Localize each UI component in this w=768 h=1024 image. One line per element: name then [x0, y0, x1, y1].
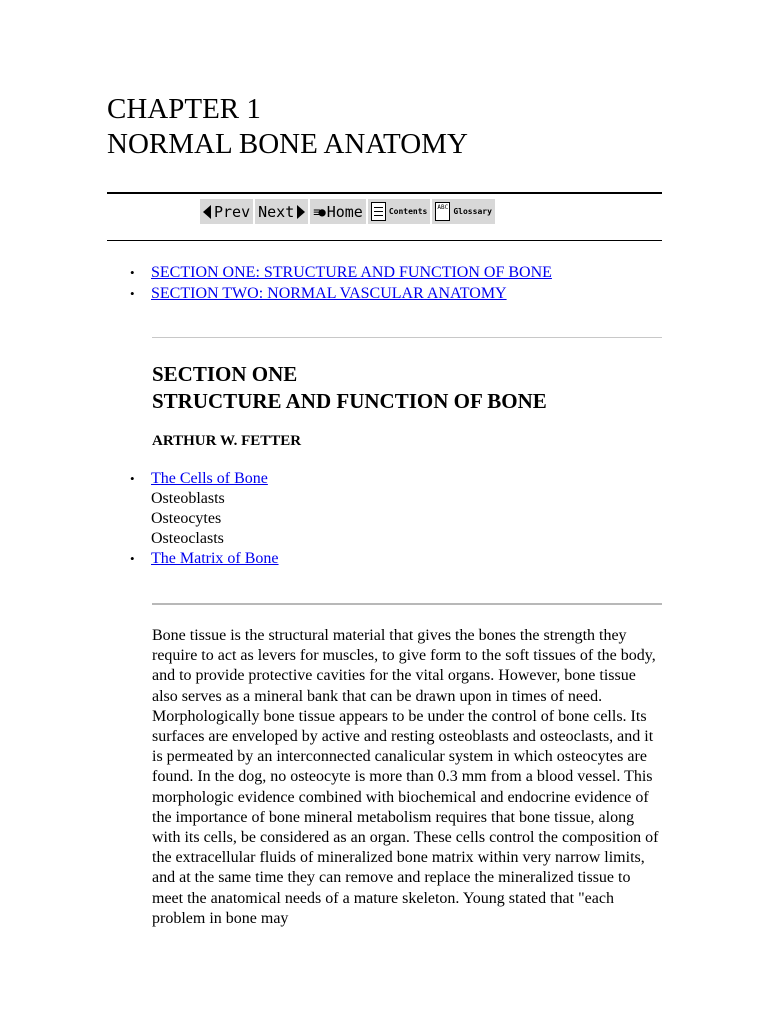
contents-button[interactable] — [368, 199, 431, 224]
chapter-number: CHAPTER 1 — [107, 93, 261, 125]
section-title: STRUCTURE AND FUNCTION OF BONE — [152, 389, 547, 413]
glossary-label: Glossary — [453, 207, 492, 216]
chapter-title — [107, 92, 468, 162]
contents-label: Contents — [388, 207, 428, 216]
list-item — [130, 549, 279, 569]
glossary-button[interactable] — [432, 199, 495, 224]
prev-label: Prev — [214, 202, 251, 221]
list-item: Osteocytes — [151, 510, 222, 527]
contents-icon — [371, 202, 386, 221]
list-item: Osteoclasts — [151, 530, 224, 547]
list-item: Osteoblasts — [151, 490, 225, 507]
body-paragraph: Bone tissue is the structural material that gives the bones the strength they require to act as levers for muscles, to give form to the soft tissues of the body, and to provide protective cavities for the vital organs. However, bone tissue also serves as a mineral bank that can be drawn upon in times of need. Morphologically bone tissue appears to be under the control of bone cells. Its surfaces are enveloped by active and resting osteoblasts and osteoclasts, and it is permeated by an interconnected canalicular system in which osteocytes are found. In the dog, no osteocyte is more than 0.3 mm from a blood vessel. This morphologic evidence combined with biochemical and endocrine evidence of the importance of bone mineral metabolism requires that bone tissue, along with its cells, be considered as an organ. These cells control the composition of the extracellular fluids of mineralized bone matrix within very narrow limits, and at the same time they can remove and replace the mineralized tissue to meet the anatomical needs of a mature skeleton. Young stated that "each problem in bone may — [152, 627, 659, 927]
toc-link-section-one[interactable]: SECTION ONE: STRUCTURE AND FUNCTION OF BONE — [151, 264, 552, 281]
toc-item — [130, 262, 552, 283]
section-heading — [152, 361, 547, 415]
home-icon: ≡● — [313, 204, 324, 219]
home-button[interactable] — [310, 199, 366, 224]
divider-body — [152, 603, 662, 605]
toc-item — [130, 283, 552, 304]
nav-bar — [200, 199, 495, 224]
arrow-left-icon — [203, 205, 211, 219]
next-label: Next — [258, 202, 295, 221]
subtopic-list — [130, 469, 279, 569]
glossary-icon: ABC — [435, 202, 450, 221]
link-cells-of-bone[interactable]: The Cells of Bone — [151, 470, 268, 487]
toc-link-section-two[interactable]: SECTION TWO: NORMAL VASCULAR ANATOMY — [151, 285, 507, 302]
chapter-name: NORMAL BONE ANATOMY — [107, 128, 468, 160]
prev-button[interactable] — [200, 199, 253, 224]
section-toc — [130, 262, 552, 304]
arrow-right-icon — [297, 205, 305, 219]
author-name: ARTHUR W. FETTER — [152, 433, 302, 449]
list-item — [130, 469, 279, 489]
divider-section — [152, 337, 662, 338]
link-matrix-of-bone[interactable]: The Matrix of Bone — [151, 550, 279, 567]
next-button[interactable] — [255, 199, 308, 224]
divider-top — [107, 192, 662, 194]
section-number: SECTION ONE — [152, 362, 298, 386]
home-label: Home — [326, 202, 363, 221]
divider-nav-bottom — [107, 240, 662, 241]
